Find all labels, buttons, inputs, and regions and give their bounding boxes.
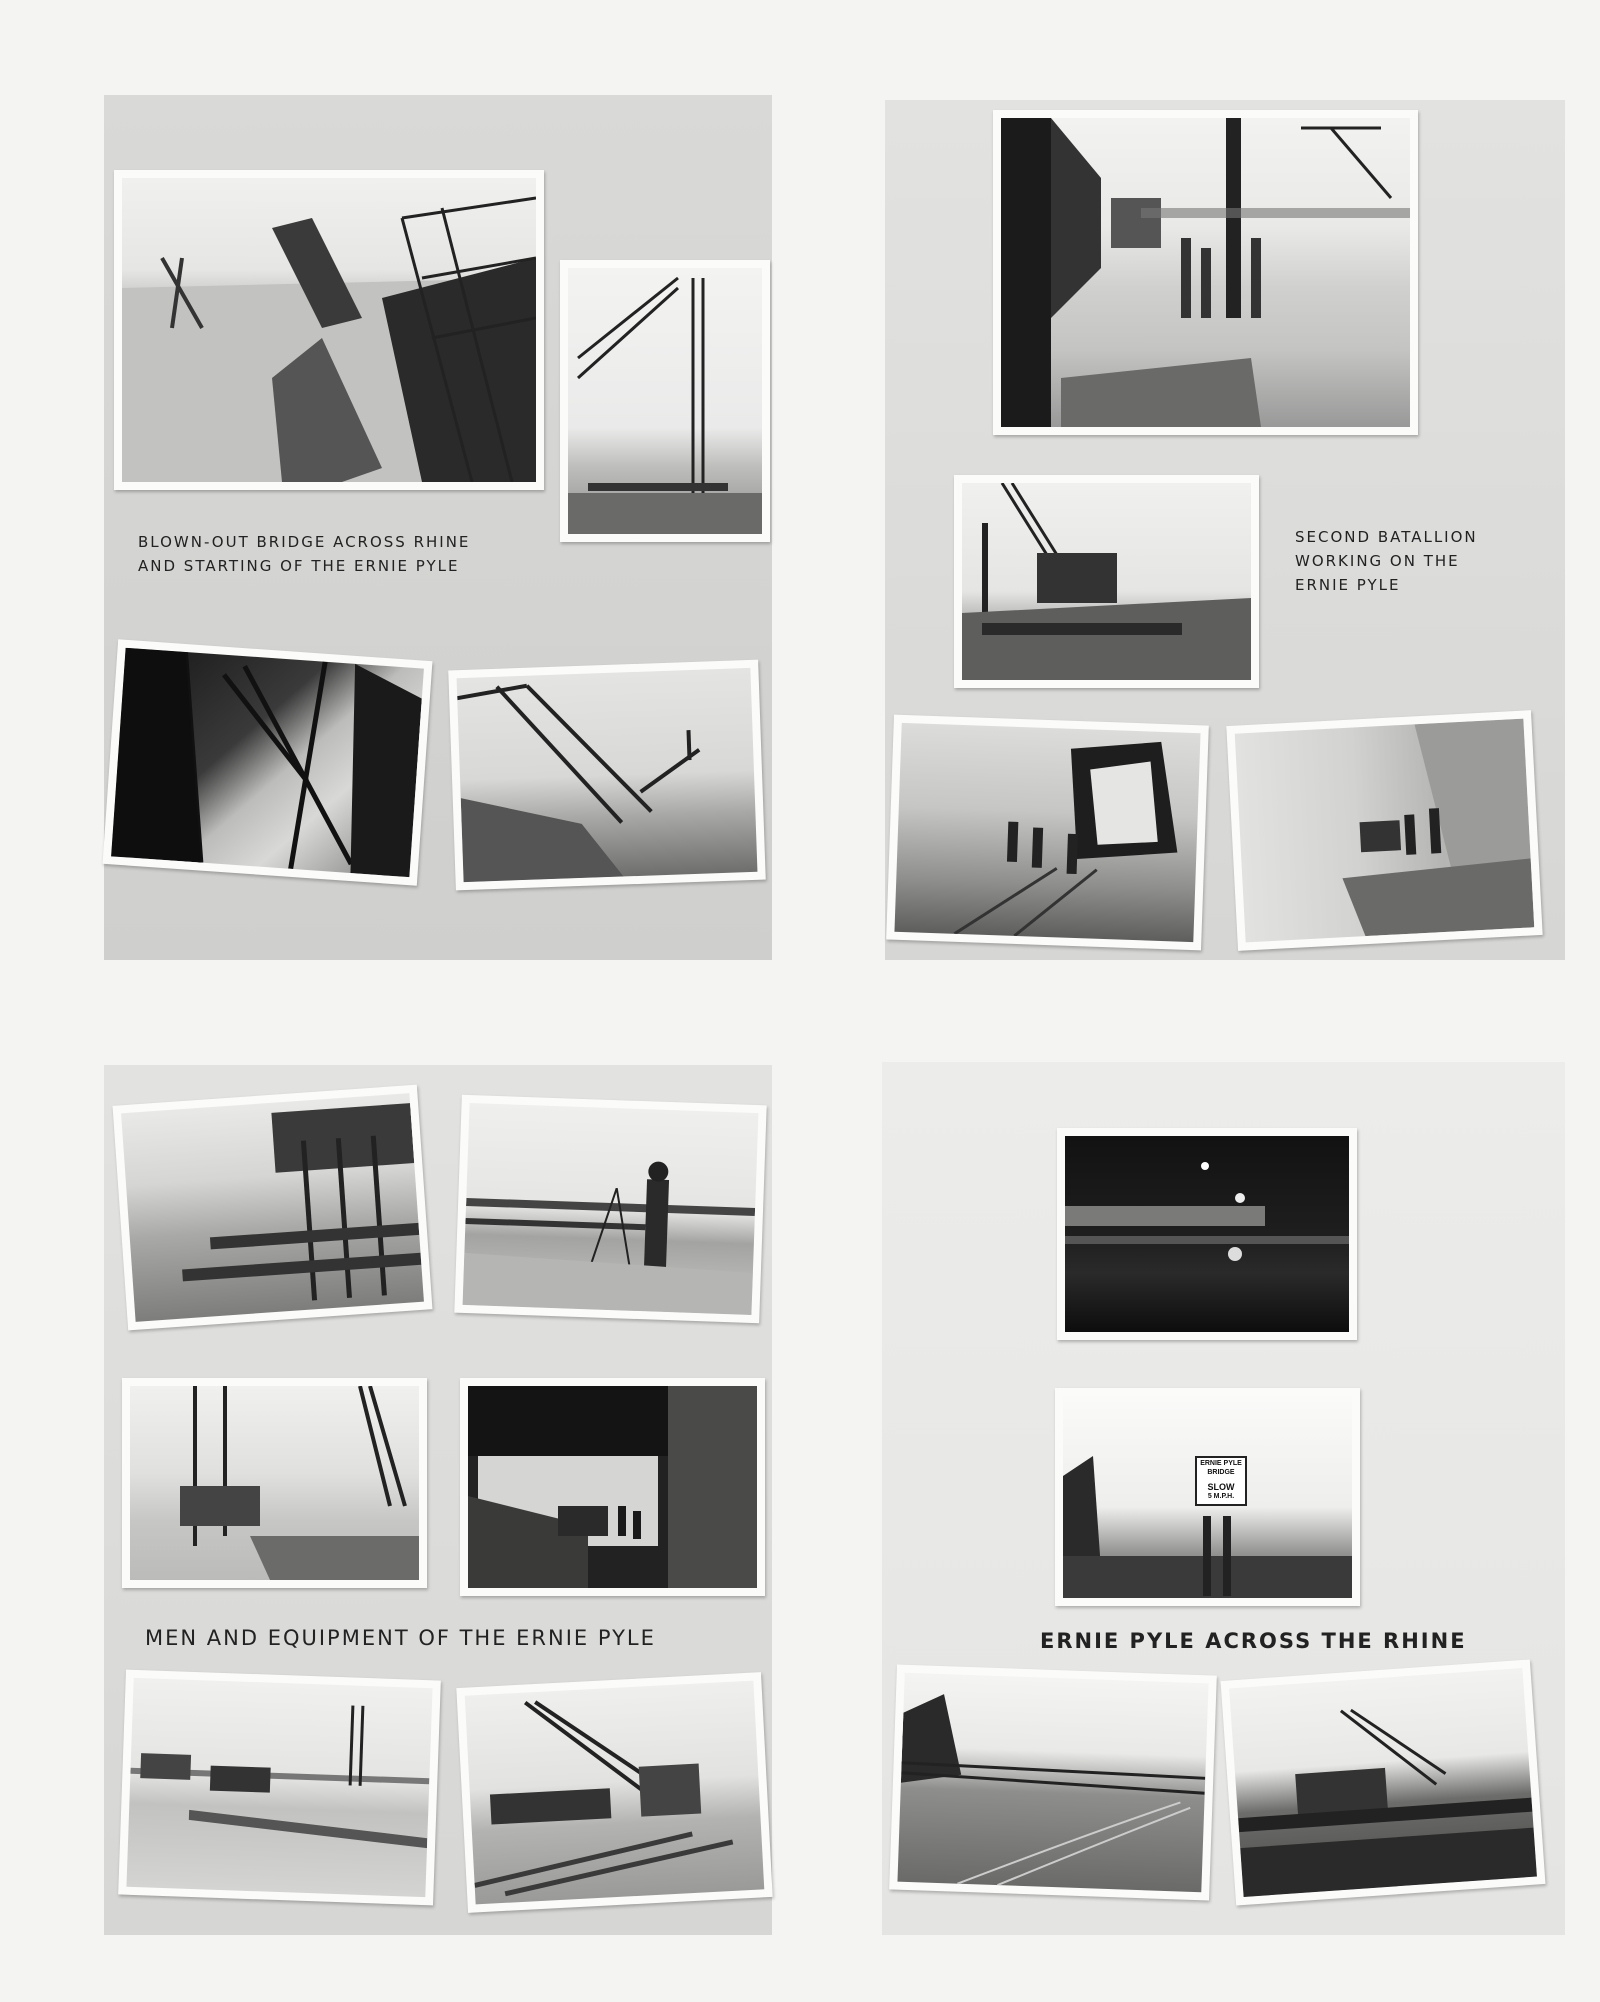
caption-men-equipment	[145, 1622, 656, 1656]
photo-track-workers	[886, 715, 1209, 951]
caption-line: SECOND BATALLION	[1295, 528, 1478, 546]
caption-text: MEN AND EQUIPMENT OF THE ERNIE PYLE	[145, 1626, 656, 1650]
photo-rail-bridge-deck	[889, 1664, 1217, 1900]
photo-blown-out-bridge	[114, 170, 544, 490]
photo-pile-driver	[993, 110, 1418, 435]
photo-crawler-crane	[456, 1672, 772, 1913]
photo-night-bridge	[1057, 1128, 1357, 1340]
photo-pile-driver-river	[122, 1378, 427, 1588]
photo-crane-barge	[954, 475, 1259, 688]
caption-second-batallion	[1295, 525, 1478, 597]
caption-line: AND STARTING OF THE ERNIE PYLE	[138, 557, 460, 575]
photo-rail-cut	[1226, 710, 1542, 951]
bridge-sign	[1195, 1456, 1247, 1506]
photo-bridge-workers	[113, 1085, 433, 1331]
photo-collapsed-span	[448, 660, 765, 891]
caption-line: ERNIE PYLE	[1295, 576, 1401, 594]
caption-ernie-pyle-rhine	[1040, 1625, 1467, 1659]
caption-line: WORKING ON THE	[1295, 552, 1460, 570]
caption-line: BLOWN-OUT BRIDGE ACROSS RHINE	[138, 533, 471, 551]
photo-under-bridge	[460, 1378, 765, 1596]
caption-text: ERNIE PYLE ACROSS THE RHINE	[1040, 1629, 1467, 1653]
photo-crane-tower	[560, 260, 770, 542]
sign-line: SLOW	[1207, 1481, 1235, 1492]
photo-bridge-girders	[103, 639, 433, 885]
photo-vehicles-riverbank	[118, 1670, 441, 1906]
photo-crane-on-bridge	[1221, 1659, 1546, 1905]
photo-surveyor	[454, 1095, 766, 1324]
photo-bridge-sign	[1055, 1388, 1360, 1606]
sign-line: ERNIE PYLE	[1200, 1460, 1242, 1467]
sign-line: 5 M.P.H.	[1207, 1492, 1235, 1500]
sign-line: BRIDGE	[1207, 1468, 1235, 1476]
caption-blown-out-bridge	[138, 530, 470, 578]
